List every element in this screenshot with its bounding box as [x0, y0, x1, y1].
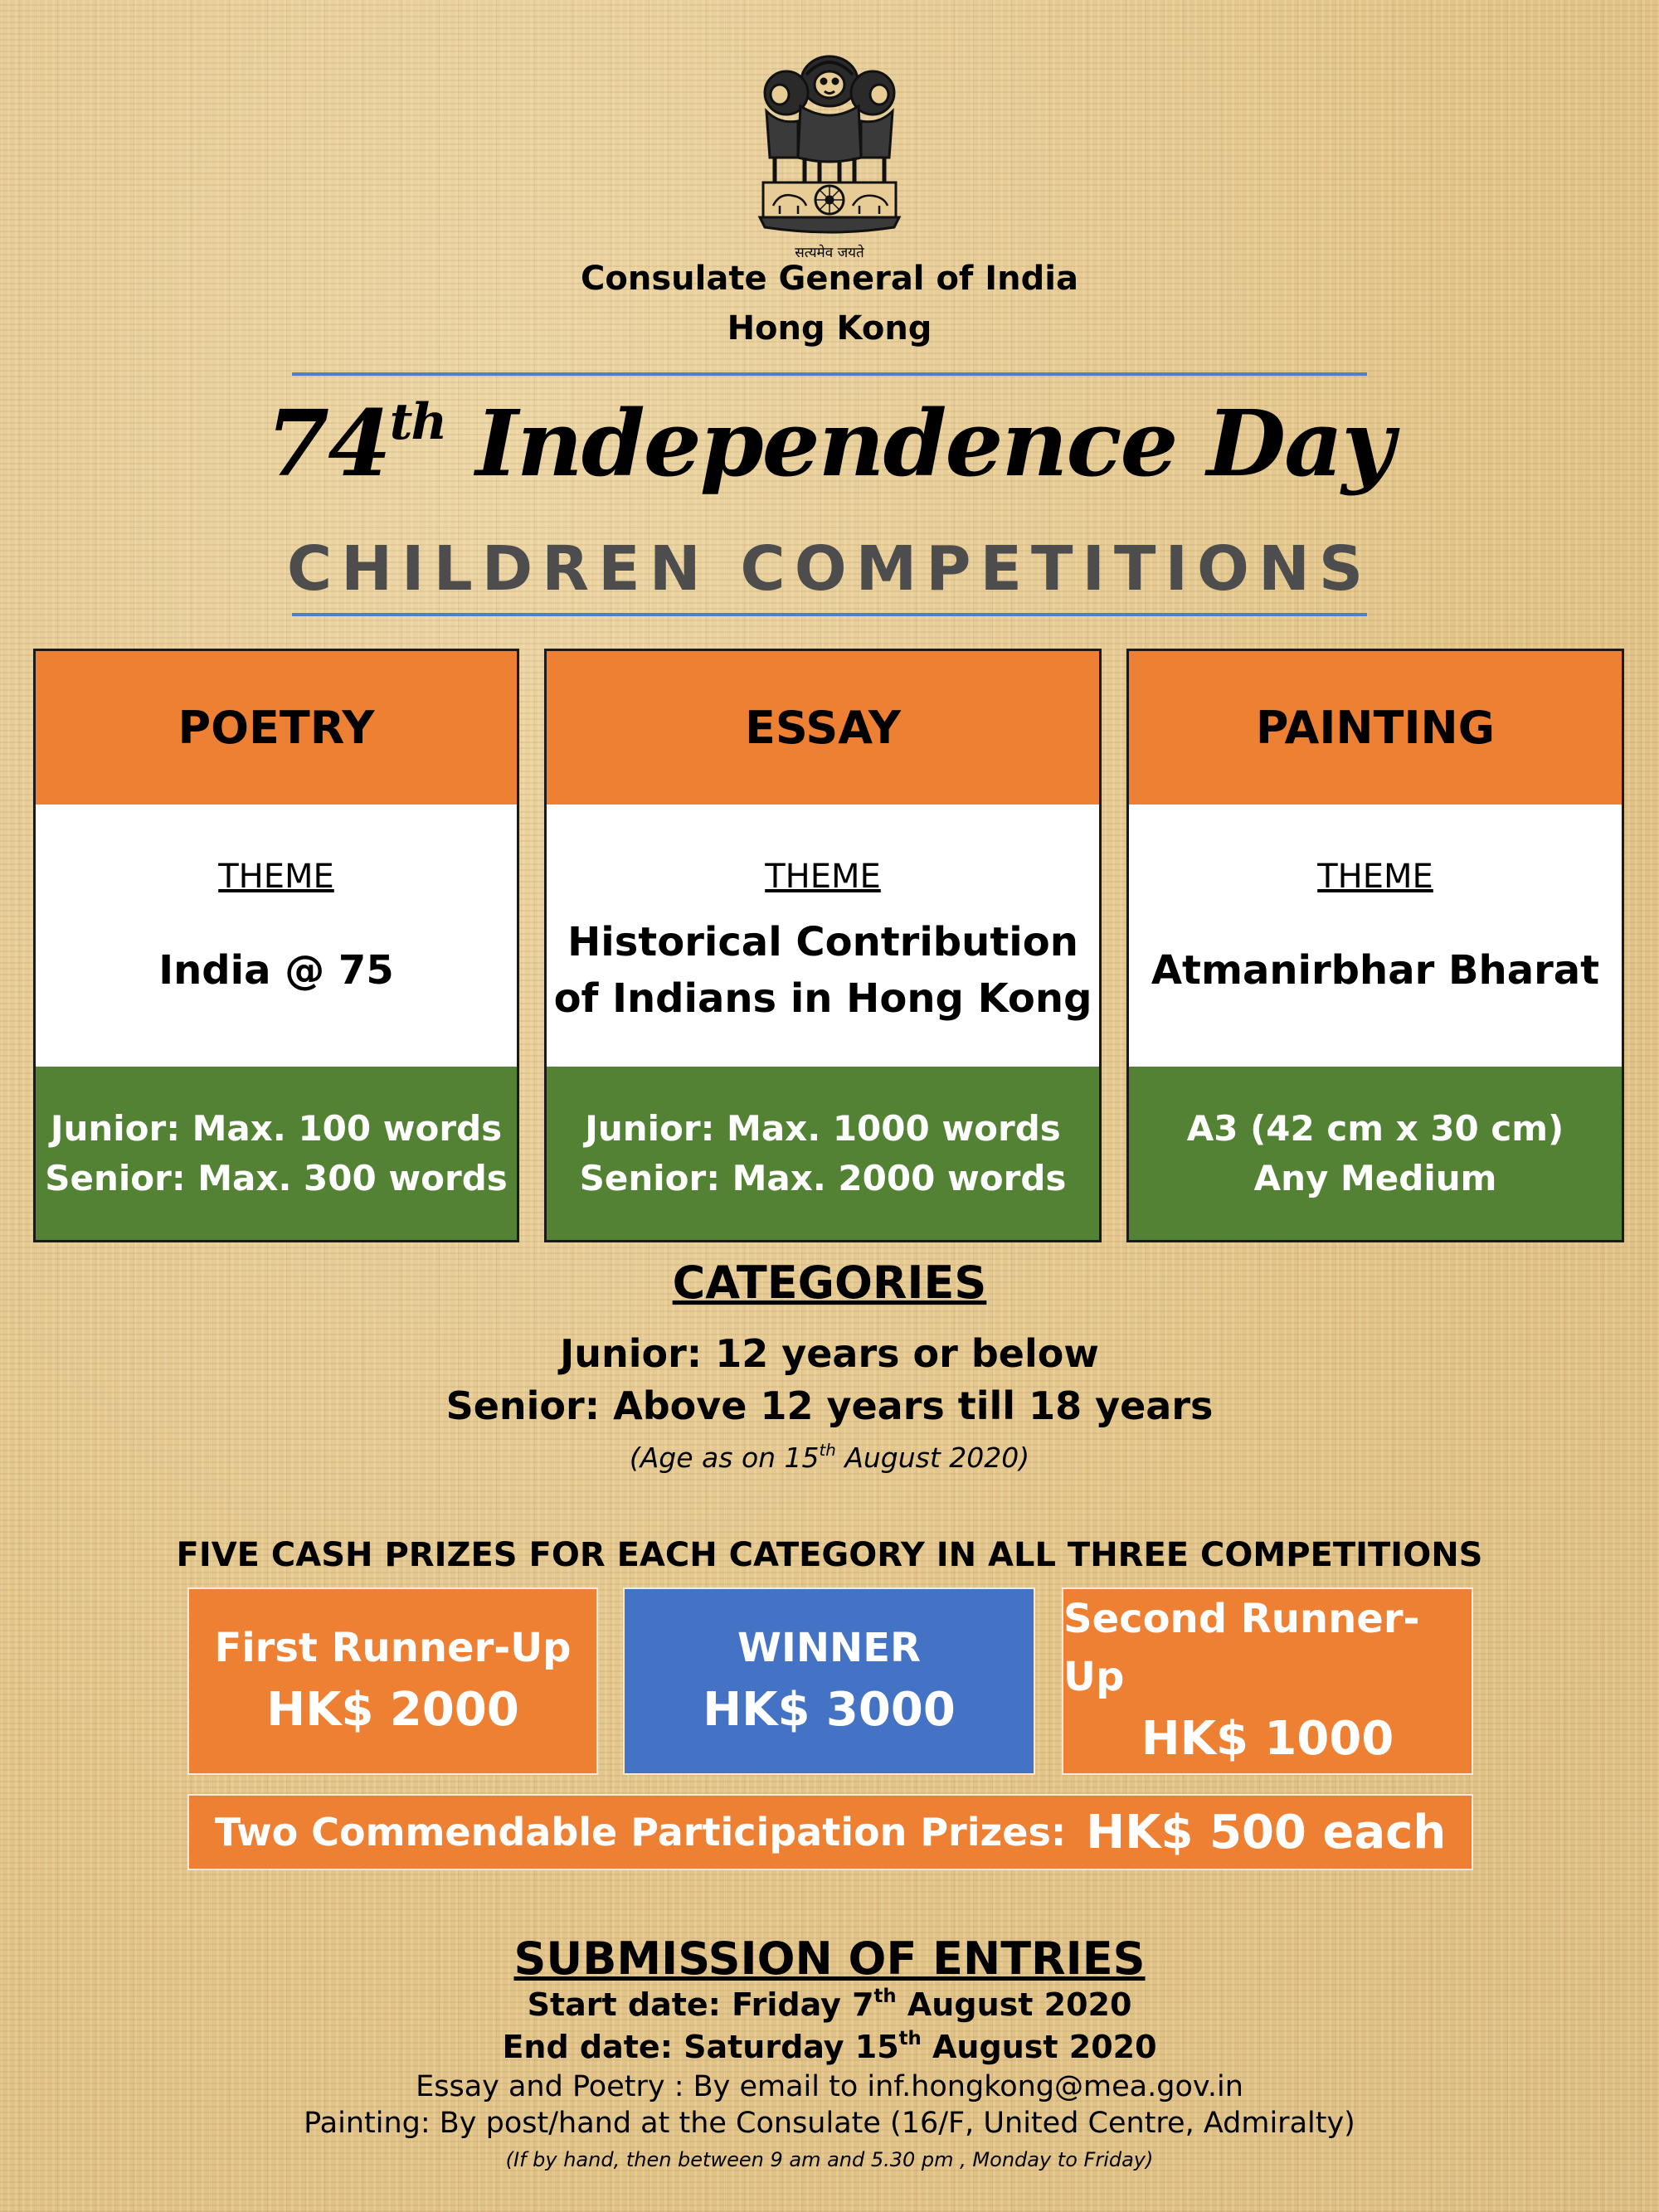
title-ordinal-suffix: th [389, 393, 446, 451]
age-note-ordinal: th [819, 1441, 836, 1461]
prize-winner [623, 1587, 1035, 1775]
start-date-prefix: Start date: Friday 7 [527, 1986, 874, 2023]
prize-title: First Runner-Up [214, 1625, 572, 1671]
theme-line: Atmanirbhar Bharat [1151, 947, 1600, 994]
limit-line: A3 (42 cm x 30 cm) [1186, 1107, 1564, 1149]
prize-amount: HK$ 3000 [703, 1683, 956, 1737]
prize-amount: HK$ 1000 [1141, 1712, 1394, 1766]
submission-heading: SUBMISSION OF ENTRIES [513, 1932, 1146, 1985]
competition-name: ESSAY [745, 702, 901, 754]
age-note-suffix: August 2020) [835, 1441, 1030, 1474]
card-limits [547, 1067, 1099, 1240]
commendable-label: Two Commendable Participation Prizes: [214, 1810, 1067, 1855]
age-note [249, 1441, 1410, 1474]
competition-card-painting [1126, 649, 1624, 1242]
start-date [249, 1986, 1410, 2023]
limit-line: Senior: Max. 2000 words [579, 1157, 1067, 1198]
card-limits [1129, 1067, 1622, 1240]
theme-line: of Indians in Hong Kong [553, 975, 1092, 1022]
start-date-suffix: August 2020 [896, 1986, 1132, 2023]
end-date-suffix: August 2020 [921, 2029, 1157, 2065]
commendable-prizes-bar [187, 1794, 1473, 1870]
competition-card-essay [544, 649, 1102, 1242]
theme-value [36, 908, 517, 1033]
commendable-amount: HK$ 500 each [1086, 1805, 1447, 1860]
theme-label: THEME [765, 858, 881, 896]
theme-line: India @ 75 [158, 947, 394, 994]
card-theme-section [1129, 805, 1622, 1067]
theme-line: Historical Contribution [567, 919, 1078, 965]
prizes-heading: FIVE CASH PRIZES FOR EACH CATEGORY IN ALL THREE COMPETITIONS [176, 1536, 1483, 1574]
end-date-prefix: End date: Saturday 15 [502, 2029, 899, 2065]
card-header [1129, 651, 1622, 805]
limit-line: Junior: Max. 100 words [50, 1107, 503, 1149]
consulate-city: Hong Kong [727, 309, 932, 348]
categories-heading: CATEGORIES [672, 1257, 987, 1309]
age-note-prefix: (Age as on 15 [629, 1441, 820, 1474]
competition-card-poetry [33, 649, 519, 1242]
competition-name: POETRY [178, 702, 375, 754]
hand-delivery-note: (If by hand, then between 9 am and 5.30 pm , Monday to Friday) [505, 2148, 1154, 2171]
card-header [36, 651, 517, 805]
prize-title: WINNER [737, 1625, 921, 1671]
subtitle: CHILDREN COMPETITIONS [286, 533, 1373, 605]
limit-line: Junior: Max. 1000 words [585, 1107, 1061, 1149]
email-submission-line: Essay and Poetry : By email to inf.hongkong@mea.gov.in [416, 2070, 1243, 2103]
end-date-ordinal: th [898, 2028, 922, 2050]
theme-label: THEME [218, 858, 334, 896]
competition-name: PAINTING [1255, 702, 1496, 754]
main-title [249, 390, 1410, 498]
card-theme-section [547, 805, 1099, 1067]
theme-label: THEME [1317, 858, 1433, 896]
limit-line: Senior: Max. 300 words [45, 1157, 508, 1198]
prize-amount: HK$ 2000 [266, 1683, 519, 1737]
divider-bottom [292, 613, 1367, 616]
title-text: Independence Day [475, 390, 1394, 497]
end-date [249, 2029, 1410, 2065]
card-header [547, 651, 1099, 805]
prize-title: Second Runner-Up [1063, 1596, 1420, 1700]
start-date-ordinal: th [873, 1986, 897, 2008]
post-submission-line: Painting: By post/hand at the Consulate (16/F, United Centre, Admiralty) [304, 2107, 1355, 2140]
divider-top [292, 372, 1367, 376]
theme-value [1129, 908, 1622, 1033]
senior-category: Senior: Above 12 years till 18 years [445, 1383, 1214, 1428]
title-number: 74 [265, 390, 390, 497]
prize-first-runner-up [187, 1587, 598, 1775]
consulate-name: Consulate General of India [581, 260, 1078, 298]
limit-line: Any Medium [1253, 1157, 1497, 1198]
emblem-motto: सत्यमेव जयते [795, 245, 864, 261]
national-emblem-icon [755, 41, 904, 249]
prize-second-runner-up [1062, 1587, 1473, 1775]
junior-category: Junior: 12 years or below [560, 1331, 1099, 1376]
card-theme-section [36, 805, 517, 1067]
card-limits [36, 1067, 517, 1240]
theme-value [547, 908, 1099, 1033]
